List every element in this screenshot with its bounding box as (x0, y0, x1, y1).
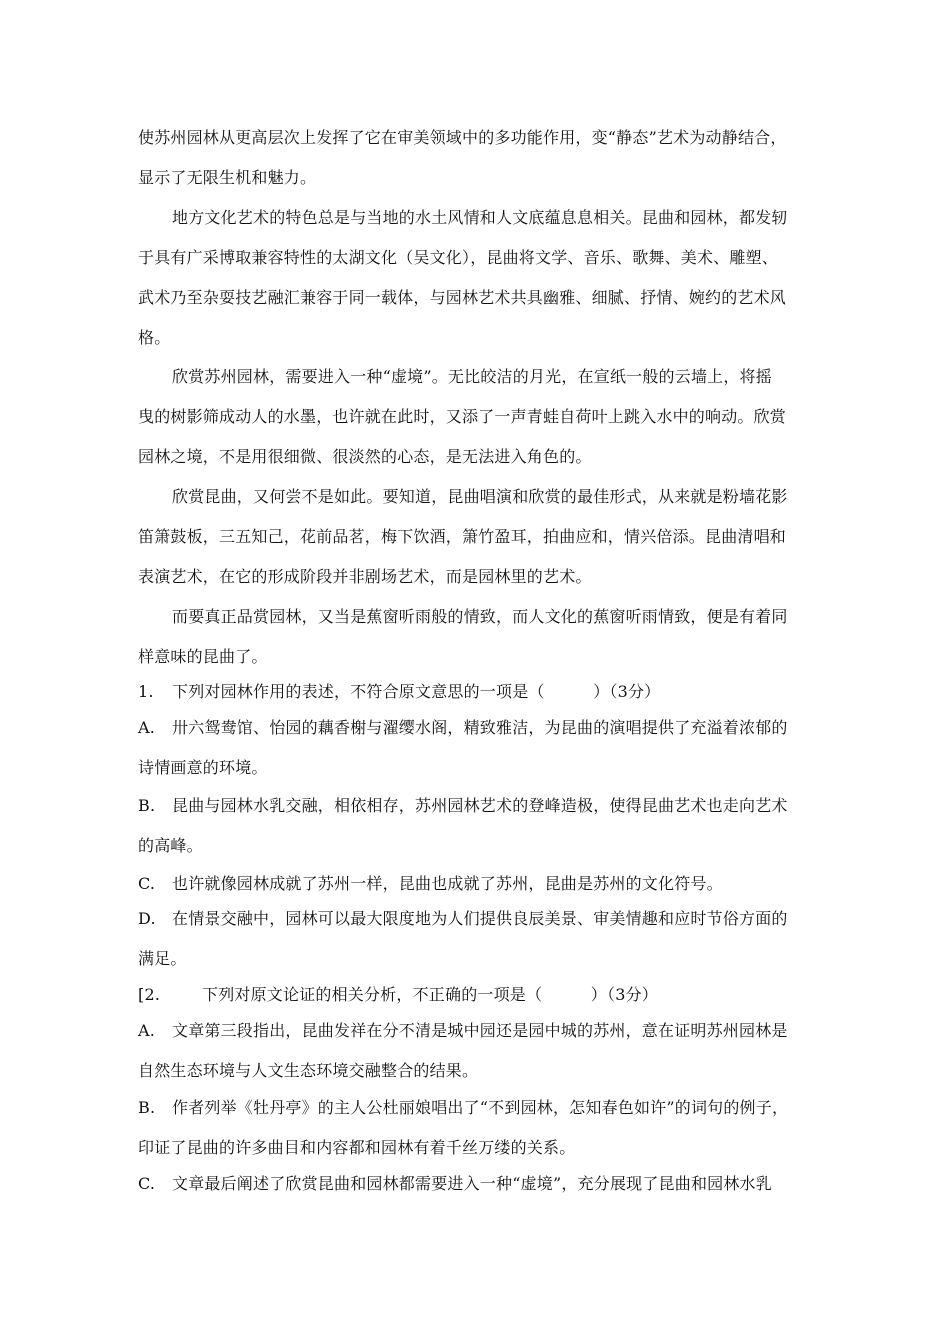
question-2-option-b (138, 1098, 788, 1118)
question-number: [2. (138, 985, 161, 1004)
option-label: C. (138, 874, 156, 893)
passage-line: 曳的树影筛成动人的水墨，也许就在此时，又添了一声青蛙自荷叶上跳入水中的响动。欣赏 (138, 407, 787, 426)
question-1-stem (138, 682, 660, 702)
option-text-continued: 满足。 (138, 949, 187, 968)
passage-line: 武术乃至杂耍技艺融汇兼容于同一载体，与园林艺术共具幽雅、细腻、抒情、婉约的艺术风 (138, 288, 787, 307)
passage-line: 样意味的昆曲了。 (138, 647, 268, 666)
question-2-option-c (138, 1174, 772, 1194)
option-label: B. (138, 1098, 156, 1117)
question-1-option-d (138, 909, 788, 929)
option-text: 昆曲与园林水乳交融，相依相存，苏州园林艺术的登峰造极，使得昆曲艺术也走向艺术 (172, 796, 788, 815)
passage-line: 表演艺术，在它的形成阶段并非剧场艺术，而是园林里的艺术。 (138, 567, 592, 586)
option-text: 也许就像园林成就了苏州一样，昆曲也成就了苏州，昆曲是苏州的文化符号。 (172, 874, 723, 893)
option-text: 文章第三段指出，昆曲发祥在分不清是城中园还是园中城的苏州，意在证明苏州园林是 (172, 1021, 788, 1040)
option-text-continued: 的高峰。 (138, 836, 203, 855)
passage-line: 欣赏昆曲，又何尝不是如此。要知道，昆曲唱演和欣赏的最佳形式，从来就是粉墙花影 (172, 487, 788, 506)
passage-line: 使苏州园林从更高层次上发挥了它在审美领域中的多功能作用，变“静态”艺术为动静结合， (138, 128, 787, 147)
passage-line: 园林之境，不是用很细微、很淡然的心态，是无法进入角色的。 (138, 447, 592, 466)
option-label: A. (138, 1021, 156, 1040)
question-text: 下列对原文论证的相关分析，不正确的一项是（ ）（3分） (202, 985, 658, 1004)
option-text: 卅六鸳鸯馆、怡园的藕香榭与濯缨水阁，精致雅洁，为昆曲的演唱提供了充溢着浓郁的 (172, 718, 788, 737)
option-text-continued: 印证了昆曲的许多曲目和内容都和园林有着千丝万缕的关系。 (138, 1138, 576, 1157)
option-label: C. (138, 1174, 156, 1193)
passage-line: 欣赏苏州园林，需要进入一种“虚境”。无比皎洁的月光，在宣纸一般的云墙上，将摇 (172, 367, 772, 386)
question-1-option-a (138, 718, 788, 738)
option-label: A. (138, 718, 156, 737)
option-text: 在情景交融中，园林可以最大限度地为人们提供良辰美景、审美情趣和应时节俗方面的 (172, 909, 788, 928)
option-text-continued: 自然生态环境与人文生态环境交融整合的结果。 (138, 1061, 479, 1080)
passage-line: 显示了无限生机和魅力。 (138, 168, 317, 187)
passage-line: 笛箫鼓板，三五知己，花前品茗，梅下饮酒，箫竹盈耳，拍曲应和，情兴倍添。昆曲清唱和 (138, 527, 787, 546)
option-label: B. (138, 796, 156, 815)
option-text: 文章最后阐述了欣赏昆曲和园林都需要进入一种“虚境”，充分展现了昆曲和园林水乳 (172, 1174, 772, 1193)
question-number: 1. (138, 682, 154, 701)
question-1-option-c (138, 874, 723, 894)
passage-line: 而要真正品赏园林，又当是蕉窗听雨般的情致，而人文化的蕉窗听雨情致，便是有着同 (172, 607, 788, 626)
passage-line: 地方文化艺术的特色总是与当地的水土风情和人文底蕴息息相关。昆曲和园林，都发轫 (172, 208, 788, 227)
option-text: 作者列举《牡丹亭》的主人公杜丽娘唱出了“不到园林，怎知春色如许”的词句的例子， (172, 1098, 789, 1117)
option-label: D. (138, 909, 156, 928)
question-2-option-a (138, 1021, 788, 1041)
option-text-continued: 诗情画意的环境。 (138, 758, 268, 777)
question-text: 下列对园林作用的表述，不符合原文意思的一项是（ ）（3分） (172, 682, 661, 701)
passage-line: 格。 (138, 328, 171, 347)
question-1-option-b (138, 796, 788, 816)
question-2-stem (138, 985, 658, 1005)
passage-line: 于具有广采博取兼容特性的太湖文化（吴文化），昆曲将文学、音乐、歌舞、美术、雕塑、 (138, 248, 779, 267)
